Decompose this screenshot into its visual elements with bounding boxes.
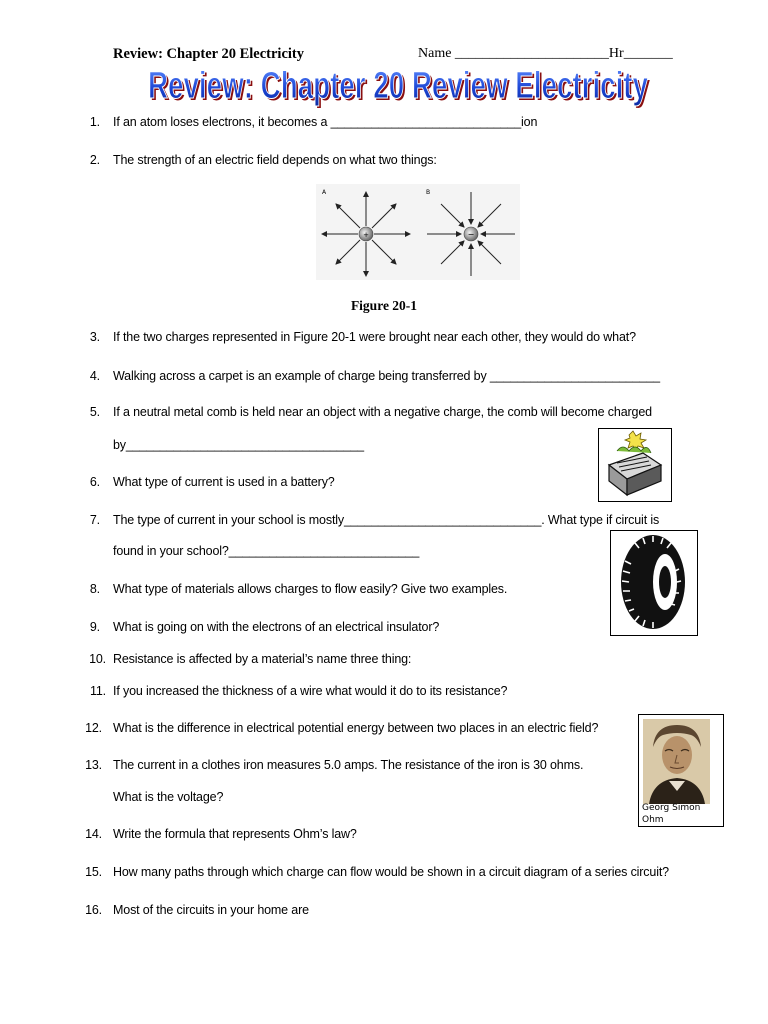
question-number: 6.: [89, 475, 100, 489]
question-text: If a neutral metal comb is held near an object with a negative charge, the comb will become charged: [113, 405, 652, 419]
question-number: 10.: [89, 652, 106, 666]
question-number: 13.: [85, 758, 102, 772]
ohm-portrait-frame: [638, 714, 724, 827]
question-number: 1.: [89, 115, 100, 129]
question-text: Walking across a carpet is an example of charge being transferred by _________________________: [113, 369, 660, 383]
question-number: 12.: [85, 721, 102, 735]
question-text: What is the difference in electrical potential energy between two places in an electric field?: [113, 721, 599, 735]
banner-shadow: Review: Chapter 20 Review Electricity: [150, 67, 650, 108]
question-text: found in your school?____________________________: [113, 544, 420, 558]
question-number: 3.: [89, 330, 100, 344]
worksheet-title: Review: Chapter 20 Electricity: [113, 46, 304, 62]
question-number: 16.: [85, 903, 102, 917]
question-number: 11.: [90, 684, 106, 698]
question-text: Most of the circuits in your home are: [113, 903, 309, 917]
question-text: by___________________________________: [113, 438, 364, 452]
ohm-portrait: [643, 719, 710, 804]
figure-label-a: A: [322, 189, 327, 196]
battery-icon: [599, 429, 670, 500]
question-number: 7.: [89, 513, 100, 527]
tire-icon: [611, 531, 696, 634]
figure-caption: Figure 20-1: [350, 298, 418, 313]
question-text: The current in a clothes iron measures 5.0 amps. The resistance of the iron is 30 ohms.: [113, 758, 584, 772]
name-hour-field: Name ______________________Hr_______: [418, 46, 673, 61]
ohm-caption-line2: Ohm: [642, 815, 664, 825]
positive-sign: +: [363, 231, 369, 239]
question-number: 8.: [89, 582, 100, 596]
figure-20-1: [316, 184, 520, 280]
figure-label-b: B: [426, 189, 431, 196]
question-text: What is the voltage?: [113, 790, 224, 804]
question-text: If you increased the thickness of a wire what would it do to its resistance?: [113, 684, 508, 698]
tire-clipart: [610, 530, 698, 636]
question-text: What is going on with the electrons of an electrical insulator?: [113, 620, 440, 634]
question-number: 15.: [85, 865, 102, 879]
question-text: The type of current in your school is mostly_____________________________. What type if circuit is: [113, 513, 660, 527]
banner-text: Review: Chapter 20 Review Electricity: [148, 65, 648, 107]
negative-sign: −: [467, 230, 475, 239]
banner-title: [146, 62, 650, 108]
question-text: Write the formula that represents Ohm’s law?: [113, 827, 357, 841]
question-text: If an atom loses electrons, it becomes a ____________________________ion: [113, 115, 538, 129]
question-text: If the two charges represented in Figure 20-1 were brought near each other, they would do what?: [113, 330, 636, 344]
question-text: How many paths through which charge can flow would be shown in a circuit diagram of a series circuit?: [113, 865, 669, 879]
question-number: 5.: [89, 405, 100, 419]
question-text: What type of current is used in a battery?: [113, 475, 335, 489]
question-text: Resistance is affected by a material’s name three thing:: [113, 652, 412, 666]
question-number: 14.: [85, 827, 102, 841]
ohm-caption-line1: Georg Simon: [642, 803, 701, 813]
battery-clipart: [598, 428, 672, 502]
question-number: 9.: [89, 620, 100, 634]
question-text: What type of materials allows charges to flow easily? Give two examples.: [113, 582, 508, 596]
question-number: 4.: [89, 369, 100, 383]
question-text: The strength of an electric field depends on what two things:: [113, 153, 437, 167]
question-number: 2.: [89, 153, 100, 167]
